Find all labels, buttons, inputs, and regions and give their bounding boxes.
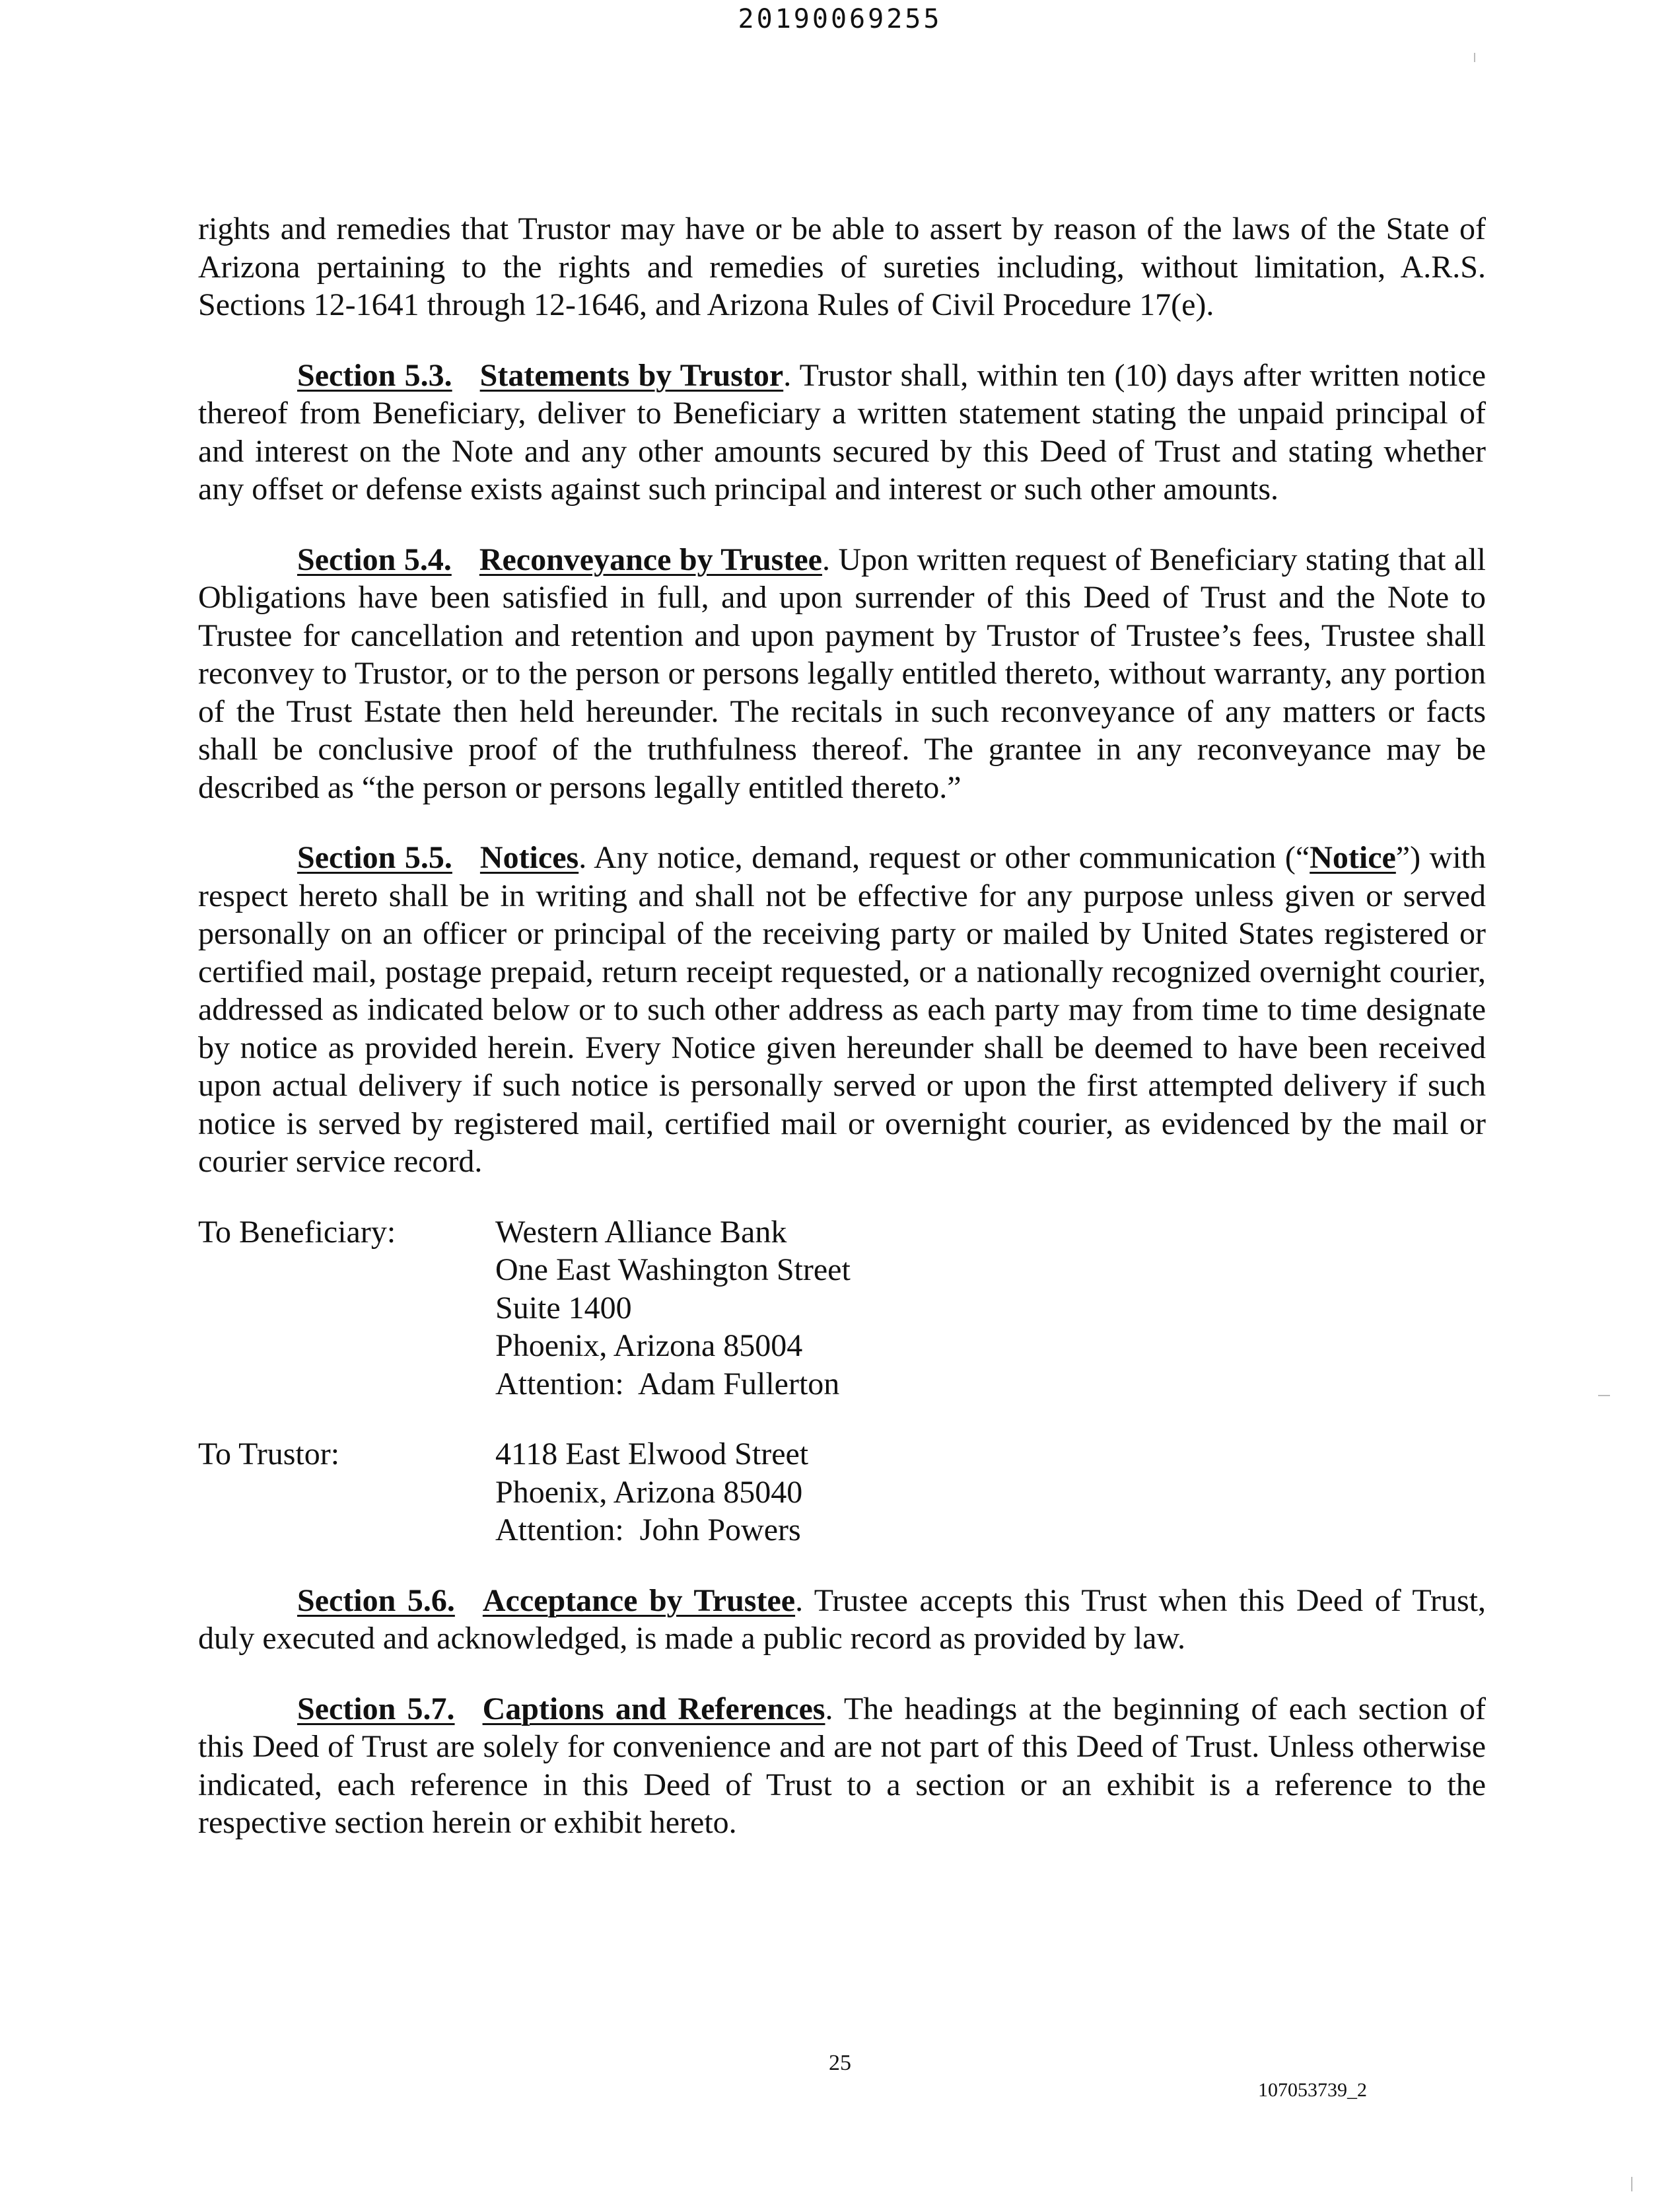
section-title: Acceptance by Trustee <box>482 1582 796 1618</box>
section-title: Reconveyance by Trustee <box>479 542 822 577</box>
address-label: To Beneficiary: <box>198 1214 396 1250</box>
address-line: Attention: Adam Fullerton <box>495 1366 840 1401</box>
section-number: Section 5.6. <box>297 1582 455 1618</box>
document-id: 107053739_2 <box>1258 2079 1367 2101</box>
defined-term-notice: Notice <box>1310 840 1396 875</box>
section-body: . Trustee accepts this Trust when this Deed of Trust, duly executed and acknowledged, is made a public record as provided by law. <box>198 1582 1486 1656</box>
address-line: One East Washington Street <box>495 1252 851 1287</box>
address-line: Suite 1400 <box>495 1290 632 1326</box>
section-5-3 <box>198 357 1486 509</box>
section-5-5 <box>198 839 1486 1181</box>
section-number: Section 5.3. <box>297 357 452 393</box>
address-line: Attention: John Powers <box>495 1512 801 1547</box>
page-number: 25 <box>829 2051 851 2075</box>
section-5-7 <box>198 1690 1486 1842</box>
scan-mark <box>1631 2177 1632 2191</box>
intro-paragraph: rights and remedies that Trustor may have or be able to assert by reason of the laws of the State of Arizona pertaining to the rights and remedies of sureties including, without limitation, A.R.S. Sections 12-1641 through 12-1646, and Arizona Rules of Civil Procedure 17(e). <box>198 211 1486 322</box>
section-body: . Upon written request of Beneficiary stating that all Obligations have been satisfied in full, and upon surrender of this Deed of Trust and the Note to Trustee for cancellation and retention and upon payment by Trustor of Trustee’s fees, Trustee shall reconvey to Trustor, or to the person or persons legally entitled thereto, without warranty, any portion of the Trust Estate then held hereunder. The recitals in such reconveyance of any matters or facts shall be conclusive proof of the truthfulness thereof. The grantee in any reconveyance may be described as “the person or persons legally entitled thereto.” <box>198 542 1486 805</box>
scan-mark <box>1474 53 1475 62</box>
section-body-before: . Any notice, demand, request or other communication (“ <box>578 840 1310 875</box>
section-number: Section 5.4. <box>297 542 452 577</box>
section-title: Notices <box>479 840 579 875</box>
section-title: Captions and References <box>482 1691 825 1726</box>
beneficiary-address <box>0 1213 1486 1403</box>
notice-addresses <box>0 1213 1486 1549</box>
section-5-6 <box>198 1582 1486 1658</box>
address-line: Western Alliance Bank <box>495 1214 787 1250</box>
section-5-4 <box>198 541 1486 807</box>
address-lines <box>495 1435 808 1549</box>
section-title: Statements by Trustor <box>479 357 784 393</box>
section-body: . Trustor shall, within ten (10) days after written notice thereof from Beneficiary, deliver to Beneficiary a written statement stating the unpaid principal of and interest on the Note and any other amounts secured by this Deed of Trust and stating whether any offset or defense exists against such principal and interest or such other amounts. <box>198 357 1486 507</box>
address-line: Phoenix, Arizona 85004 <box>495 1328 803 1363</box>
section-number: Section 5.7. <box>297 1691 455 1726</box>
recording-number: 20190069255 <box>738 4 942 34</box>
address-label: To Trustor: <box>198 1436 340 1471</box>
document-body <box>198 210 1486 1874</box>
section-body: . The headings at the beginning of each section of this Deed of Trust are solely for convenience and are not part of this Deed of Trust. Unless otherwise indicated, each reference in this Deed of Trust to a section or an exhibit is a reference to the respective section herein or exhibit hereto. <box>198 1691 1486 1840</box>
trustor-address <box>0 1435 1486 1549</box>
section-number: Section 5.5. <box>297 840 452 875</box>
address-line: 4118 East Elwood Street <box>495 1436 809 1471</box>
section-body-after: ”) with respect hereto shall be in writing and shall not be effective for any purpose unless given or served personally on an officer or principal of the receiving party or mailed by United States registered or certified mail, postage prepaid, return receipt requested, or a nationally recognized overnight courier, addressed as indicated below or to such other address as each party may from time to time designate by notice as provided herein. Every Notice given hereunder shall be deemed to have been received upon actual delivery if such notice is personally served or upon the first attempted delivery if such notice is served by registered mail, certified mail or overnight courier, as evidenced by the mail or courier service record. <box>198 840 1487 1179</box>
address-lines <box>495 1213 851 1403</box>
address-line: Phoenix, Arizona 85040 <box>495 1474 803 1510</box>
scan-mark <box>1598 1395 1610 1396</box>
